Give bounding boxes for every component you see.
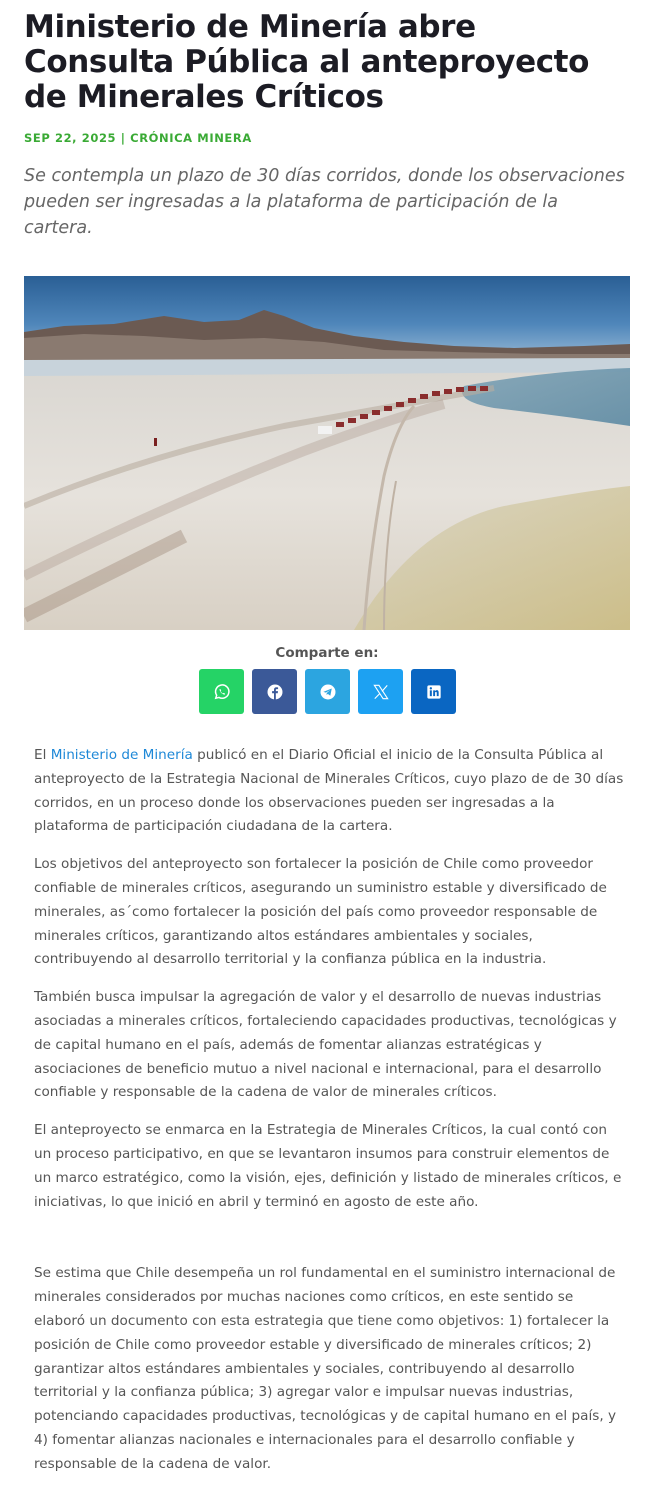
paragraph-1: El Ministerio de Minería publicó en el Diario Oficial el inicio de la Consulta Pública al anteproyecto de la Estrategia Nacional de Minerales Críticos, cuyo plazo de de 30 días corridos, en un proceso donde los observaciones pueden ser ingresadas a la plataforma de participación ciudadana de la cartera. xyxy=(34,747,624,835)
paragraph-5: Se estima que Chile desempeña un rol fundamental en el suministro internacional de minerales considerados por muchas naciones como críticos, en este sentido se elaboró un documento con esta estrategia que tiene como objetivos: 1) fortalecer la posición de Chile como proveedor estable y diversificado de minerales críticos; 2) garantizar altos estándares ambientales y sociales, contribuyendo al desarrollo territorial y la confianza pública; 3) agregar valor e impulsar nuevas industrias, potenciando capacidades productivas, tecnológicas y de capital humano en el país, y 4) fomentar alianzas nacionales e internacionales para el desarrollo confiable y responsable de la cadena de valor. xyxy=(34,1265,617,1472)
ministerio-link[interactable]: Ministerio de Minería xyxy=(50,747,193,763)
share-x-button[interactable] xyxy=(358,669,403,714)
article-title: Ministerio de Minería abre Consulta Pública al anteproyecto de Minerales Críticos xyxy=(24,9,589,115)
share-buttons xyxy=(199,669,456,714)
salt-flat-photo xyxy=(24,276,630,630)
share-linkedin-button[interactable] xyxy=(411,669,456,714)
share-telegram-button[interactable] xyxy=(305,669,350,714)
paragraph-4: El anteproyecto se enmarca en la Estrategia de Minerales Críticos, la cual contó con un proceso participativo, en que se levantaron insumos para construir elementos de un marco estratégico, como la visión, ejes, definición y listado de minerales críticos, e iniciativas, lo que inició en abril y terminó en agosto de este año. xyxy=(34,1122,622,1210)
facebook-icon xyxy=(265,682,285,702)
article-meta: SEP 22, 2025 | CRÓNICA MINERA xyxy=(24,131,252,145)
whatsapp-icon xyxy=(212,682,232,702)
paragraph-2: Los objetivos del anteproyecto son fortalecer la posición de Chile como proveedor confiable de minerales críticos, asegurando un suministro estable y diversificado de minerales, as´como fortalecer la posición del país como proveedor responsable de minerales críticos, garantizando altos estándares ambientales y sociales, contribuyendo al desarrollo territorial y la confianza pública en la industria. xyxy=(34,856,607,968)
article-header xyxy=(24,10,630,241)
paragraph-3: También busca impulsar la agregación de valor y el desarrollo de nuevas industrias asociadas a minerales críticos, fortaleciendo capacidades productivas, tecnológicas y de capital humano en el país, además de fomentar alianzas estratégicas y asociaciones de beneficio mutuo a nivel nacional e internacional, para el desarrollo confiable y responsable de la cadena de valor de minerales críticos. xyxy=(34,989,617,1101)
article-body xyxy=(34,744,624,1491)
share-whatsapp-button[interactable] xyxy=(199,669,244,714)
linkedin-icon xyxy=(424,682,444,702)
share-facebook-button[interactable] xyxy=(252,669,297,714)
telegram-icon xyxy=(318,682,338,702)
x-icon xyxy=(371,682,391,702)
share-label: Comparte en: xyxy=(275,645,379,661)
article-lead: Se contempla un plazo de 30 días corridos, donde los observaciones pueden ser ingresadas a la plataforma de participación de la cartera. xyxy=(24,166,625,238)
